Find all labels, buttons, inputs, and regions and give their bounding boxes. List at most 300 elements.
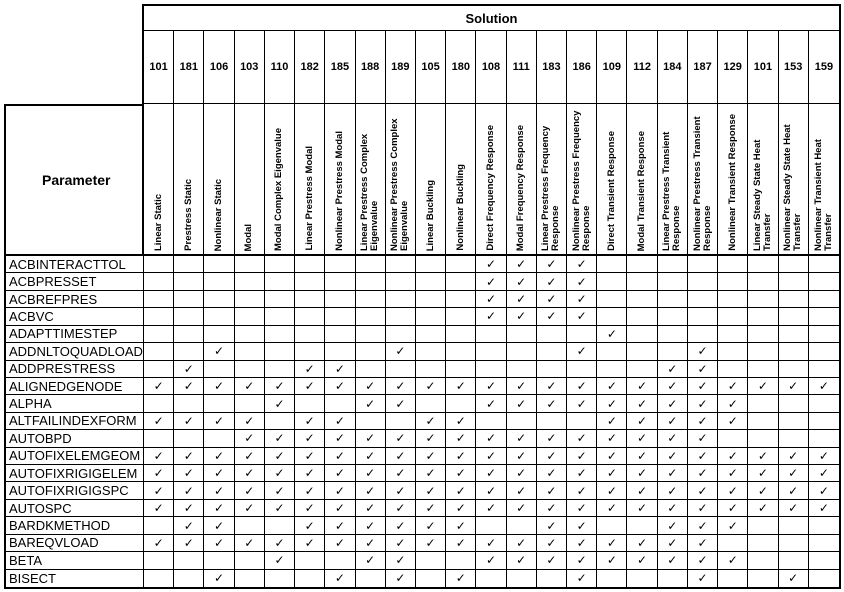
- checkmark-icon: ✓: [637, 483, 648, 498]
- check-cell-checked: [446, 535, 476, 552]
- check-cell-empty: [416, 273, 446, 290]
- check-cell-empty: [265, 570, 295, 587]
- checkmark-icon: ✓: [667, 483, 678, 498]
- checkmark-icon: ✓: [606, 431, 617, 446]
- checkmark-icon: ✓: [304, 518, 315, 533]
- check-cell-checked: [476, 500, 506, 517]
- checkmark-icon: ✓: [455, 466, 466, 481]
- checkmark-icon: ✓: [637, 448, 648, 463]
- solution-title: Solution: [465, 10, 518, 26]
- check-cell-empty: [386, 326, 416, 343]
- checkmark-icon: ✓: [425, 535, 436, 550]
- check-cell-empty: [658, 326, 688, 343]
- checkmark-icon: ✓: [214, 448, 225, 463]
- checkmark-icon: ✓: [153, 466, 164, 481]
- check-cell-empty: [386, 273, 416, 290]
- check-cell-checked: [658, 552, 688, 569]
- check-cell-checked: [416, 535, 446, 552]
- check-cell-checked: [204, 500, 234, 517]
- check-cell-checked: [567, 430, 597, 447]
- checkmark-icon: ✓: [516, 431, 527, 446]
- check-cell-checked: [627, 448, 657, 465]
- check-cell-checked: [174, 361, 204, 378]
- check-cell-checked: [235, 482, 265, 499]
- check-cell-empty: [809, 570, 839, 587]
- checkmark-icon: ✓: [334, 466, 345, 481]
- solution-code-cell: 111: [507, 31, 537, 103]
- check-cell-checked: [597, 500, 627, 517]
- solution-code-cell: 105: [416, 31, 446, 103]
- check-cell-empty: [446, 361, 476, 378]
- check-cell-checked: [295, 465, 325, 482]
- check-cell-empty: [507, 413, 537, 430]
- checkmark-icon: ✓: [576, 448, 587, 463]
- check-cell-checked: [295, 535, 325, 552]
- checkmark-icon: ✓: [637, 396, 648, 411]
- check-cell-checked: [356, 552, 386, 569]
- check-cell-checked: [476, 291, 506, 308]
- check-cell-empty: [204, 395, 234, 412]
- check-cell-empty: [476, 413, 506, 430]
- check-cell-checked: [688, 552, 718, 569]
- checkmark-icon: ✓: [395, 571, 406, 586]
- checkmark-icon: ✓: [697, 518, 708, 533]
- solution-code-cell: 108: [476, 31, 506, 103]
- check-cell-empty: [265, 361, 295, 378]
- checkmark-icon: ✓: [395, 501, 406, 516]
- check-cell-empty: [597, 273, 627, 290]
- solution-label-cell: [718, 104, 748, 254]
- check-cell-checked: [265, 448, 295, 465]
- check-cell-checked: [144, 465, 174, 482]
- checkmark-icon: ✓: [727, 553, 738, 568]
- check-cell-checked: [537, 273, 567, 290]
- check-cell-empty: [809, 273, 839, 290]
- check-cell-checked: [174, 500, 204, 517]
- check-cell-checked: [265, 430, 295, 447]
- checkmark-icon: ✓: [546, 292, 557, 307]
- solution-label-text: Nonlinear Transient Response: [726, 114, 738, 251]
- check-cell-empty: [356, 570, 386, 587]
- check-cell-checked: [356, 395, 386, 412]
- checkmark-icon: ✓: [697, 379, 708, 394]
- check-cell-empty: [597, 291, 627, 308]
- check-cell-empty: [356, 291, 386, 308]
- checkmark-icon: ✓: [637, 466, 648, 481]
- solution-label-cell: [809, 104, 839, 254]
- checkmark-icon: ✓: [546, 309, 557, 324]
- check-cell-empty: [748, 413, 778, 430]
- check-cell-checked: [688, 500, 718, 517]
- check-cell-checked: [144, 413, 174, 430]
- checkmark-icon: ✓: [667, 431, 678, 446]
- check-cell-empty: [748, 570, 778, 587]
- solution-label-cell: [356, 104, 386, 254]
- checkmark-icon: ✓: [667, 518, 678, 533]
- check-cell-empty: [416, 291, 446, 308]
- check-cell-empty: [748, 326, 778, 343]
- check-cell-empty: [144, 430, 174, 447]
- check-cell-checked: [809, 482, 839, 499]
- check-cell-checked: [235, 535, 265, 552]
- check-cell-empty: [748, 273, 778, 290]
- check-cell-checked: [718, 413, 748, 430]
- check-cell-checked: [567, 500, 597, 517]
- solution-code-cell: 183: [537, 31, 567, 103]
- check-cell-empty: [627, 308, 657, 325]
- checkmark-icon: ✓: [697, 361, 708, 376]
- check-cell-empty: [718, 256, 748, 273]
- check-cell-empty: [779, 343, 809, 360]
- check-cell-empty: [416, 308, 446, 325]
- check-cell-checked: [748, 500, 778, 517]
- check-cell-empty: [688, 273, 718, 290]
- check-cell-checked: [597, 413, 627, 430]
- checkmark-icon: ✓: [667, 413, 678, 428]
- check-cell-checked: [658, 430, 688, 447]
- check-cell-empty: [416, 395, 446, 412]
- checkmark-icon: ✓: [365, 431, 376, 446]
- check-cell-checked: [779, 465, 809, 482]
- solution-label-text: Nonlinear Static: [213, 178, 225, 251]
- check-cell-checked: [476, 448, 506, 465]
- checkmark-icon: ✓: [485, 309, 497, 324]
- check-cell-empty: [476, 517, 506, 534]
- check-cell-checked: [567, 570, 597, 587]
- check-cell-empty: [416, 326, 446, 343]
- checkmark-icon: ✓: [214, 466, 225, 481]
- check-cell-empty: [144, 395, 174, 412]
- check-cell-checked: [144, 535, 174, 552]
- check-cell-empty: [446, 326, 476, 343]
- check-cell-checked: [507, 448, 537, 465]
- check-cell-checked: [325, 430, 355, 447]
- check-cell-checked: [809, 465, 839, 482]
- solution-label-cell: [174, 104, 204, 254]
- check-cell-checked: [174, 413, 204, 430]
- checkmark-icon: ✓: [455, 413, 466, 428]
- check-cell-checked: [507, 465, 537, 482]
- checkmark-icon: ✓: [183, 501, 194, 516]
- solution-label-text: Direct Transient Response: [605, 131, 617, 251]
- checkmark-icon: ✓: [576, 466, 587, 481]
- checkmark-icon: ✓: [334, 431, 345, 446]
- checkmark-icon: ✓: [788, 571, 799, 586]
- check-cell-empty: [809, 552, 839, 569]
- solution-code-cell: 101: [144, 31, 174, 103]
- check-cell-empty: [779, 326, 809, 343]
- parameter-row-label: BAREQVLOAD: [6, 535, 144, 552]
- check-cell-checked: [416, 430, 446, 447]
- check-cell-empty: [627, 291, 657, 308]
- check-cell-empty: [718, 326, 748, 343]
- check-cell-empty: [144, 570, 174, 587]
- checkmark-icon: ✓: [697, 535, 708, 550]
- check-cell-empty: [295, 570, 325, 587]
- check-cell-empty: [325, 256, 355, 273]
- check-cell-empty: [658, 291, 688, 308]
- check-cell-checked: [325, 413, 355, 430]
- check-cell-empty: [386, 413, 416, 430]
- checkmark-icon: ✓: [214, 379, 225, 394]
- checkmark-icon: ✓: [576, 344, 587, 359]
- check-cell-checked: [446, 570, 476, 587]
- checkmark-icon: ✓: [818, 379, 829, 394]
- check-cell-empty: [235, 273, 265, 290]
- check-cell-checked: [325, 535, 355, 552]
- solution-label-text: Nonlinear Steady State Heat Transfer: [782, 124, 804, 251]
- checkmark-icon: ✓: [546, 396, 557, 411]
- check-cell-empty: [718, 308, 748, 325]
- check-cell-empty: [809, 326, 839, 343]
- parameter-row-label: AUTOFIXELEMGEOM: [6, 448, 144, 465]
- check-cell-empty: [748, 256, 778, 273]
- check-cell-empty: [809, 361, 839, 378]
- checkmark-icon: ✓: [667, 361, 678, 376]
- check-cell-checked: [748, 482, 778, 499]
- check-cell-checked: [265, 378, 295, 395]
- check-cell-checked: [325, 517, 355, 534]
- check-cell-empty: [235, 326, 265, 343]
- check-cell-checked: [446, 430, 476, 447]
- check-cell-empty: [748, 552, 778, 569]
- checkmark-icon: ✓: [697, 466, 708, 481]
- checkmark-icon: ✓: [667, 535, 678, 550]
- check-cell-empty: [446, 395, 476, 412]
- checkmark-icon: ✓: [274, 535, 285, 550]
- check-cell-checked: [295, 482, 325, 499]
- check-cell-checked: [204, 343, 234, 360]
- solution-label-cell: [597, 104, 627, 254]
- checkmark-icon: ✓: [788, 466, 799, 481]
- check-cell-empty: [779, 535, 809, 552]
- check-cell-checked: [204, 482, 234, 499]
- check-cell-checked: [507, 430, 537, 447]
- check-cell-checked: [507, 273, 537, 290]
- checkmark-icon: ✓: [576, 274, 587, 289]
- check-cell-empty: [688, 291, 718, 308]
- parameter-row-label: ADAPTTIMESTEP: [6, 326, 144, 343]
- checkmark-icon: ✓: [485, 466, 497, 481]
- checkmark-icon: ✓: [546, 466, 557, 481]
- check-cell-checked: [537, 482, 567, 499]
- checkmark-icon: ✓: [757, 466, 768, 481]
- check-cell-empty: [325, 308, 355, 325]
- checkmark-icon: ✓: [667, 448, 678, 463]
- check-cell-empty: [718, 273, 748, 290]
- checkmark-icon: ✓: [576, 518, 587, 533]
- check-cell-empty: [235, 570, 265, 587]
- checkmark-icon: ✓: [395, 535, 406, 550]
- check-cell-empty: [386, 308, 416, 325]
- check-cell-empty: [174, 273, 204, 290]
- checkmark-icon: ✓: [485, 257, 497, 272]
- check-cell-empty: [174, 570, 204, 587]
- check-cell-checked: [174, 535, 204, 552]
- checkmark-icon: ✓: [697, 431, 708, 446]
- check-cell-checked: [537, 308, 567, 325]
- checkmark-icon: ✓: [576, 431, 587, 446]
- checkmark-icon: ✓: [425, 413, 436, 428]
- check-cell-empty: [809, 535, 839, 552]
- checkmark-icon: ✓: [334, 535, 345, 550]
- check-cell-empty: [537, 413, 567, 430]
- parameter-row-label: ACBPRESSET: [6, 273, 144, 290]
- check-cell-empty: [779, 256, 809, 273]
- solution-label-cell: [779, 104, 809, 254]
- check-cell-empty: [416, 343, 446, 360]
- check-cell-empty: [627, 517, 657, 534]
- solution-label-cell: [295, 104, 325, 254]
- checkmark-icon: ✓: [697, 448, 708, 463]
- check-cell-empty: [446, 552, 476, 569]
- check-cell-checked: [688, 395, 718, 412]
- checkmark-icon: ✓: [516, 535, 527, 550]
- check-cell-empty: [748, 395, 778, 412]
- check-cell-checked: [476, 273, 506, 290]
- check-cell-empty: [597, 361, 627, 378]
- check-cell-checked: [265, 482, 295, 499]
- check-cell-checked: [476, 395, 506, 412]
- check-cell-checked: [386, 517, 416, 534]
- checkmark-icon: ✓: [606, 501, 617, 516]
- check-cell-checked: [204, 448, 234, 465]
- checkmark-icon: ✓: [395, 379, 406, 394]
- check-cell-empty: [356, 326, 386, 343]
- checkmark-icon: ✓: [606, 483, 617, 498]
- check-cell-checked: [144, 378, 174, 395]
- solution-code-cell: 187: [688, 31, 718, 103]
- check-cell-empty: [295, 552, 325, 569]
- check-cell-checked: [779, 378, 809, 395]
- check-cell-empty: [627, 326, 657, 343]
- checkmark-icon: ✓: [214, 483, 225, 498]
- check-cell-checked: [144, 500, 174, 517]
- check-cell-empty: [718, 570, 748, 587]
- check-cell-empty: [265, 517, 295, 534]
- check-cell-checked: [386, 535, 416, 552]
- checkmark-icon: ✓: [788, 448, 799, 463]
- check-cell-checked: [325, 500, 355, 517]
- check-cell-checked: [446, 517, 476, 534]
- check-cell-empty: [779, 517, 809, 534]
- parameter-row-label: ACBREFPRES: [6, 291, 144, 308]
- checkmark-icon: ✓: [214, 518, 225, 533]
- check-cell-checked: [356, 378, 386, 395]
- checkmark-icon: ✓: [818, 448, 829, 463]
- checkmark-icon: ✓: [153, 448, 164, 463]
- check-cell-empty: [809, 395, 839, 412]
- check-cell-checked: [476, 378, 506, 395]
- solution-code-cell: 110: [265, 31, 295, 103]
- checkmark-icon: ✓: [395, 344, 406, 359]
- check-cell-empty: [446, 308, 476, 325]
- checkmark-icon: ✓: [818, 483, 829, 498]
- checkmark-icon: ✓: [274, 483, 285, 498]
- check-cell-empty: [627, 256, 657, 273]
- check-cell-checked: [567, 256, 597, 273]
- checkmark-icon: ✓: [546, 535, 557, 550]
- check-cell-empty: [476, 326, 506, 343]
- check-cell-checked: [718, 482, 748, 499]
- check-cell-checked: [627, 413, 657, 430]
- check-cell-checked: [204, 535, 234, 552]
- check-cell-empty: [446, 343, 476, 360]
- check-cell-empty: [779, 361, 809, 378]
- solution-header-cell: [142, 4, 841, 31]
- check-cell-empty: [356, 256, 386, 273]
- checkmark-icon: ✓: [576, 571, 587, 586]
- solution-code-cell: 101: [748, 31, 778, 103]
- checkmark-icon: ✓: [546, 518, 557, 533]
- check-cell-empty: [174, 326, 204, 343]
- check-cell-checked: [295, 413, 325, 430]
- check-cell-empty: [174, 395, 204, 412]
- check-cell-checked: [627, 535, 657, 552]
- check-cell-checked: [204, 517, 234, 534]
- solution-label-cell: [537, 104, 567, 254]
- check-cell-empty: [204, 326, 234, 343]
- check-cell-checked: [386, 448, 416, 465]
- check-cell-empty: [537, 570, 567, 587]
- check-cell-checked: [537, 500, 567, 517]
- check-cell-checked: [718, 517, 748, 534]
- checkmark-icon: ✓: [516, 257, 527, 272]
- check-cell-checked: [779, 570, 809, 587]
- check-cell-checked: [416, 482, 446, 499]
- check-cell-checked: [507, 256, 537, 273]
- check-cell-checked: [567, 343, 597, 360]
- check-cell-checked: [507, 535, 537, 552]
- checkmark-icon: ✓: [516, 274, 527, 289]
- checkmark-icon: ✓: [516, 379, 527, 394]
- check-cell-checked: [718, 500, 748, 517]
- check-cell-checked: [748, 448, 778, 465]
- check-cell-empty: [386, 291, 416, 308]
- check-cell-checked: [688, 465, 718, 482]
- checkmark-icon: ✓: [153, 413, 164, 428]
- check-cell-checked: [537, 535, 567, 552]
- check-cell-checked: [235, 378, 265, 395]
- checkmark-icon: ✓: [214, 344, 225, 359]
- check-cell-checked: [597, 465, 627, 482]
- checkmark-icon: ✓: [576, 379, 587, 394]
- check-cell-checked: [265, 535, 295, 552]
- check-cell-checked: [507, 500, 537, 517]
- solution-label-text: Nonlinear Prestress Transient Response: [691, 116, 713, 251]
- check-cell-checked: [174, 517, 204, 534]
- check-cell-checked: [356, 448, 386, 465]
- check-cell-checked: [718, 395, 748, 412]
- check-cell-checked: [356, 482, 386, 499]
- solution-code-cell: 189: [386, 31, 416, 103]
- checkmark-icon: ✓: [637, 501, 648, 516]
- check-cell-checked: [718, 448, 748, 465]
- checkmark-icon: ✓: [244, 379, 255, 394]
- checkmark-icon: ✓: [637, 379, 648, 394]
- check-cell-empty: [235, 517, 265, 534]
- check-cell-checked: [235, 500, 265, 517]
- check-cell-empty: [204, 308, 234, 325]
- checkmark-icon: ✓: [274, 396, 285, 411]
- check-cell-empty: [748, 291, 778, 308]
- check-cell-empty: [718, 361, 748, 378]
- solution-label-text: Modal Transient Response: [636, 130, 648, 251]
- parameter-title: Parameter: [42, 172, 111, 188]
- checkmark-icon: ✓: [425, 518, 436, 533]
- check-cell-empty: [295, 308, 325, 325]
- checkmark-icon: ✓: [485, 396, 497, 411]
